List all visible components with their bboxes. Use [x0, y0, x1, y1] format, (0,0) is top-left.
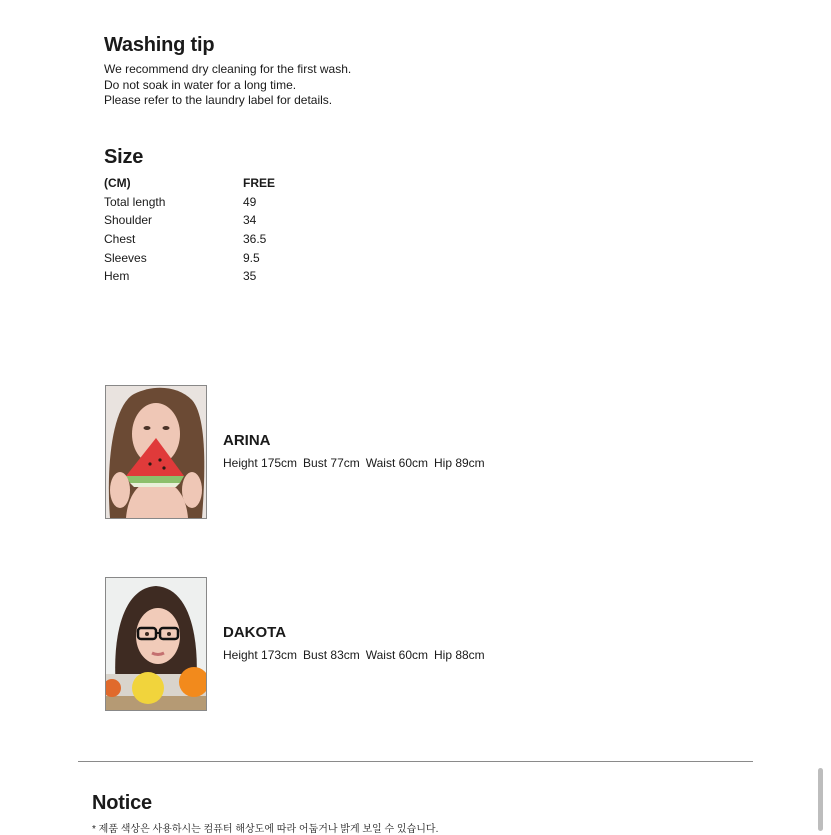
notice-title: Notice: [92, 792, 152, 814]
table-row: [104, 267, 275, 286]
size-value: 36.5: [243, 232, 267, 247]
model-hip: Hip 88cm: [433, 648, 485, 662]
model-waist: Waist 60cm: [365, 456, 428, 470]
model-stats: [223, 456, 491, 470]
model-bust: Bust 83cm: [303, 648, 360, 662]
washing-tip-section: [104, 34, 351, 109]
size-label: Shoulder: [104, 213, 153, 228]
scrollbar-thumb[interactable]: [818, 768, 823, 831]
model-info-arina: [223, 432, 491, 470]
size-value: 9.5: [243, 250, 260, 265]
size-label: Sleeves: [104, 250, 147, 265]
size-unit-header: (CM): [104, 176, 131, 191]
size-table-header: [104, 174, 275, 193]
washing-tip-line: Please refer to the laundry label for details.: [104, 93, 333, 107]
model-height: Height 175cm: [223, 456, 298, 470]
model-bust: Bust 77cm: [303, 456, 360, 470]
model-hip: Hip 89cm: [433, 456, 485, 470]
model-photo-arina: [105, 385, 207, 519]
model-name: ARINA: [223, 432, 271, 449]
size-table: [104, 174, 275, 286]
model-height: Height 173cm: [223, 648, 298, 662]
size-value: 34: [243, 213, 257, 228]
size-value: 35: [243, 269, 257, 284]
table-row: [104, 193, 275, 212]
table-row: [104, 230, 275, 249]
section-divider: [78, 761, 753, 762]
washing-tip-line: We recommend dry cleaning for the first wash.: [104, 62, 352, 76]
model-waist: Waist 60cm: [365, 648, 428, 662]
model-name: DAKOTA: [223, 624, 287, 641]
size-free-header: FREE: [243, 176, 276, 191]
notice-text: * 제품 색상은 사용하시는 컴퓨터 해상도에 따라 어둡거나 밝게 보일 수 있습니다.: [92, 824, 439, 835]
size-label: Chest: [104, 232, 136, 247]
model-portrait-image: [106, 386, 206, 518]
size-value: 49: [243, 194, 257, 209]
model-info-dakota: [223, 624, 491, 662]
washing-tip-lines: [104, 62, 351, 109]
model-stats: [223, 648, 491, 662]
table-row: [104, 211, 275, 230]
size-title: Size: [104, 146, 144, 168]
size-label: Total length: [104, 194, 166, 209]
model-portrait-image: [106, 578, 206, 710]
table-row: [104, 248, 275, 267]
washing-tip-title: Washing tip: [104, 34, 215, 56]
washing-tip-line: Do not soak in water for a long time.: [104, 77, 297, 92]
model-photo-dakota: [105, 577, 207, 711]
size-label: Hem: [104, 269, 130, 284]
size-section: [104, 146, 275, 286]
